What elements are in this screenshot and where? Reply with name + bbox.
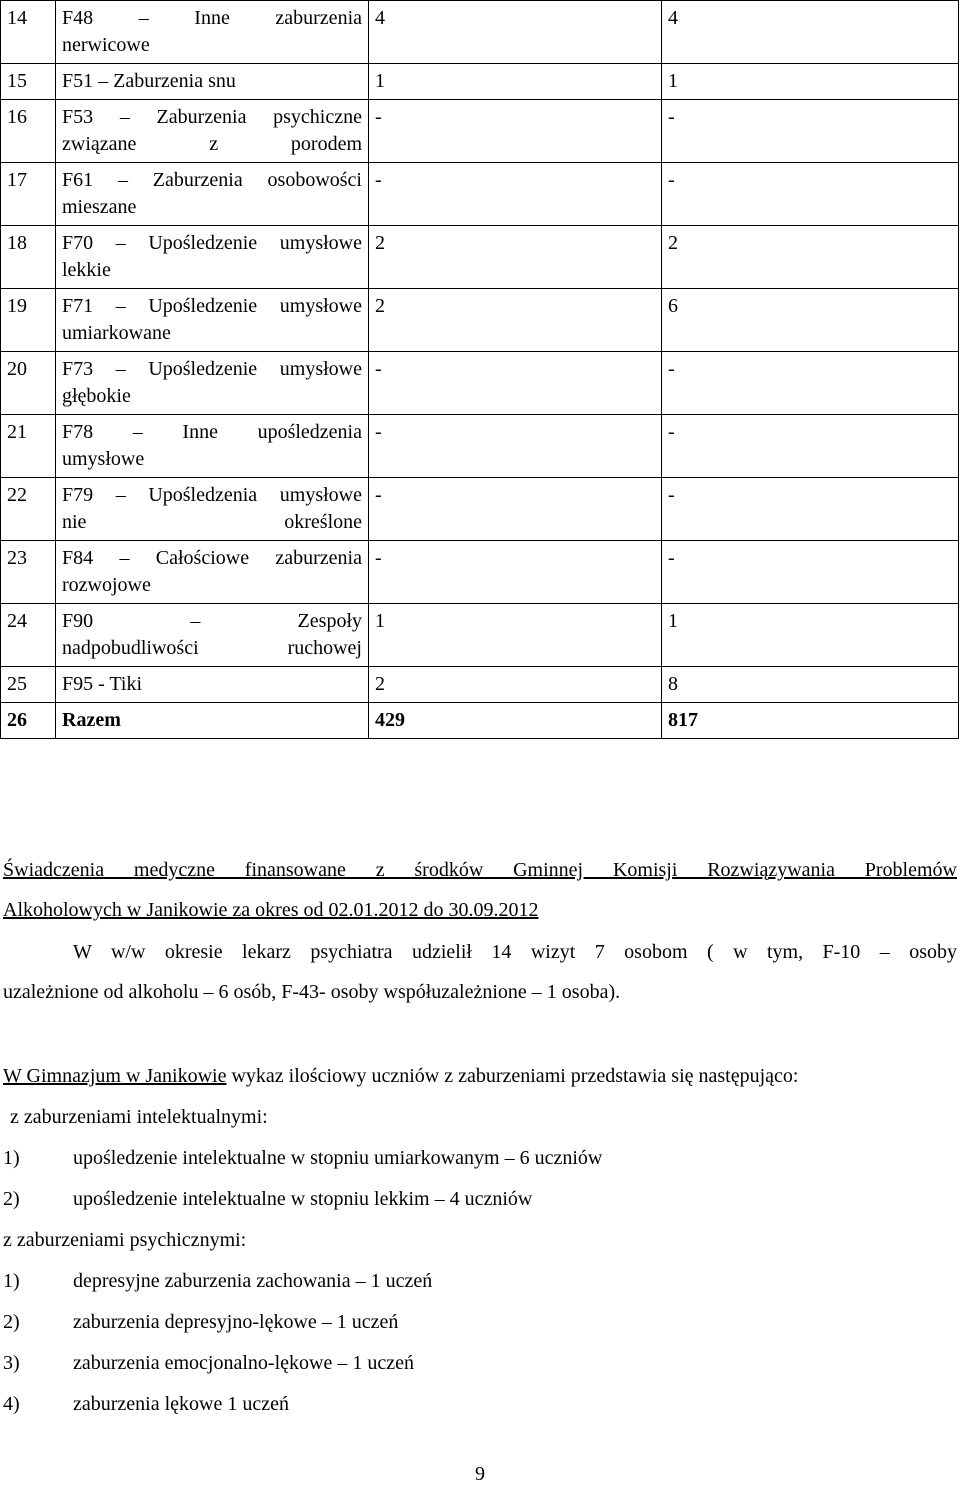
- page-number: 9: [475, 1463, 485, 1485]
- table-row: [1, 478, 959, 541]
- list-item: [3, 1267, 432, 1295]
- row-number: 25: [1, 667, 56, 703]
- count-col2: -: [662, 415, 959, 478]
- list-item-text: upośledzenie intelektualne w stopniu lekkim – 4 uczniów: [73, 1188, 533, 1210]
- section1-heading-line2: Alkoholowych w Janikowie za okres od 02.01.2012 do 30.09.2012: [3, 899, 539, 921]
- list-item-number: 2): [3, 1311, 20, 1333]
- list-item: [3, 1349, 414, 1377]
- count-col1: 2: [369, 289, 662, 352]
- section1-body: [3, 932, 957, 1012]
- count-col2: 6: [662, 289, 959, 352]
- row-number: 20: [1, 352, 56, 415]
- count-col1: 1: [369, 64, 662, 100]
- list-item-text: upośledzenie intelektualne w stopniu umiarkowanym – 6 uczniów: [73, 1147, 603, 1169]
- table-row: [1, 100, 959, 163]
- count-col1: -: [369, 541, 662, 604]
- total-number: 26: [1, 703, 56, 739]
- count-col2: 8: [662, 667, 959, 703]
- diagnosis-table-body: [1, 1, 959, 739]
- list-item-number: 2): [3, 1188, 20, 1210]
- total-row: [1, 703, 959, 739]
- total-col1: 429: [369, 703, 662, 739]
- diagnosis-name-line1: F90 – Zespoły: [62, 610, 362, 632]
- count-col1: -: [369, 100, 662, 163]
- table-row: [1, 352, 959, 415]
- diagnosis-name-line2: nie określone: [62, 511, 362, 533]
- list-item: [3, 1144, 602, 1172]
- list-item: [3, 1308, 398, 1336]
- table-row: [1, 226, 959, 289]
- diagnosis-name-line2: lekkie: [62, 259, 111, 281]
- diagnosis-name-line2: umysłowe: [62, 448, 145, 470]
- diagnosis-name-line1: F70 – Upośledzenie umysłowe: [62, 232, 362, 254]
- diagnosis-name: [56, 478, 369, 541]
- count-col2: 2: [662, 226, 959, 289]
- count-col1: 2: [369, 226, 662, 289]
- section1-body-line2: uzależnione od alkoholu – 6 osób, F-43- osoby współuzależnione – 1 osoba).: [3, 981, 621, 1003]
- table-row: [1, 541, 959, 604]
- list-item-number: 1): [3, 1147, 20, 1169]
- row-number: 18: [1, 226, 56, 289]
- count-col2: 1: [662, 604, 959, 667]
- section1-heading-line1: Świadczenia medyczne finansowane z środków Gminnej Komisji Rozwiązywania Problemów: [3, 859, 957, 881]
- diagnosis-name-line1: F53 – Zaburzenia psychiczne: [62, 106, 362, 128]
- section2-intro-rest: wykaz ilościowy uczniów z zaburzeniami przedstawia się następująco:: [226, 1065, 799, 1087]
- list-item-number: 1): [3, 1270, 20, 1292]
- list-item: [3, 1185, 532, 1213]
- count-col1: -: [369, 415, 662, 478]
- diagnosis-name: [56, 352, 369, 415]
- diagnosis-name: [56, 415, 369, 478]
- count-col1: 4: [369, 1, 662, 64]
- table-row: [1, 667, 959, 703]
- row-number: 19: [1, 289, 56, 352]
- table-row: [1, 163, 959, 226]
- diagnosis-name: [56, 604, 369, 667]
- row-number: 21: [1, 415, 56, 478]
- diagnosis-name: [56, 64, 369, 100]
- diagnosis-name-line1: F61 – Zaburzenia osobowości: [62, 169, 362, 191]
- row-number: 23: [1, 541, 56, 604]
- section2-intro: [3, 1056, 957, 1096]
- list-item-text: zaburzenia lękowe 1 uczeń: [73, 1393, 289, 1415]
- total-col2: 817: [662, 703, 959, 739]
- list-item-text: depresyjne zaburzenia zachowania – 1 uczeń: [73, 1270, 433, 1292]
- diagnosis-name: [56, 100, 369, 163]
- list-item-number: 3): [3, 1352, 20, 1374]
- list-item: [3, 1390, 289, 1418]
- total-label: Razem: [56, 703, 369, 739]
- diagnosis-name: [56, 541, 369, 604]
- count-col2: -: [662, 100, 959, 163]
- count-col2: -: [662, 541, 959, 604]
- diagnosis-name-line1: F78 – Inne upośledzenia: [62, 421, 362, 443]
- row-number: 16: [1, 100, 56, 163]
- count-col1: 2: [369, 667, 662, 703]
- count-col2: 1: [662, 64, 959, 100]
- count-col2: -: [662, 163, 959, 226]
- count-col2: 4: [662, 1, 959, 64]
- count-col1: -: [369, 163, 662, 226]
- diagnosis-name-line2: związane z porodem: [62, 133, 362, 155]
- table-row: [1, 1, 959, 64]
- table-row: [1, 64, 959, 100]
- diagnosis-name-line2: umiarkowane: [62, 322, 171, 344]
- diagnosis-name-line2: głębokie: [62, 385, 131, 407]
- diagnosis-name: [56, 289, 369, 352]
- diagnosis-name-line1: F73 – Upośledzenie umysłowe: [62, 358, 362, 380]
- row-number: 24: [1, 604, 56, 667]
- psychic-heading: z zaburzeniami psychicznymi:: [3, 1229, 247, 1251]
- diagnosis-table: [0, 0, 959, 739]
- list-item-text: zaburzenia depresyjno-lękowe – 1 uczeń: [73, 1311, 399, 1333]
- section1-heading-line2-wrap: [3, 890, 957, 930]
- diagnosis-name-line1: F84 – Całościowe zaburzenia: [62, 547, 362, 569]
- school-name: W Gimnazjum w Janikowie: [3, 1065, 227, 1087]
- row-number: 17: [1, 163, 56, 226]
- diagnosis-name-line1: F51 – Zaburzenia snu: [62, 70, 236, 92]
- table-row: [1, 415, 959, 478]
- list-item-text: zaburzenia emocjonalno-lękowe – 1 uczeń: [73, 1352, 414, 1374]
- row-number: 14: [1, 1, 56, 64]
- table-row: [1, 604, 959, 667]
- count-col2: -: [662, 352, 959, 415]
- count-col1: -: [369, 478, 662, 541]
- diagnosis-name-line1: F71 – Upośledzenie umysłowe: [62, 295, 362, 317]
- diagnosis-name-line1: F95 - Tiki: [62, 673, 143, 695]
- row-number: 22: [1, 478, 56, 541]
- table-row: [1, 289, 959, 352]
- diagnosis-name: [56, 226, 369, 289]
- section1-heading: [3, 850, 957, 930]
- row-number: 15: [1, 64, 56, 100]
- diagnosis-name-line2: mieszane: [62, 196, 137, 218]
- diagnosis-name-line2: nerwicowe: [62, 34, 150, 56]
- section1-body-line1: W w/w okresie lekarz psychiatra udzielił 14 wizyt 7 osobom ( w tym, F-10 – osoby: [73, 941, 957, 963]
- intellectual-heading: z zaburzeniami intelektualnymi:: [10, 1106, 268, 1128]
- diagnosis-name: [56, 1, 369, 64]
- diagnosis-name-line2: rozwojowe: [62, 574, 151, 596]
- diagnosis-name-line1: F48 – Inne zaburzenia: [62, 7, 362, 29]
- count-col1: -: [369, 352, 662, 415]
- diagnosis-name-line2: nadpobudliwości ruchowej: [62, 637, 362, 659]
- count-col1: 1: [369, 604, 662, 667]
- list-item-number: 4): [3, 1393, 20, 1415]
- diagnosis-name: [56, 163, 369, 226]
- diagnosis-name: [56, 667, 369, 703]
- count-col2: -: [662, 478, 959, 541]
- diagnosis-name-line1: F79 – Upośledzenia umysłowe: [62, 484, 362, 506]
